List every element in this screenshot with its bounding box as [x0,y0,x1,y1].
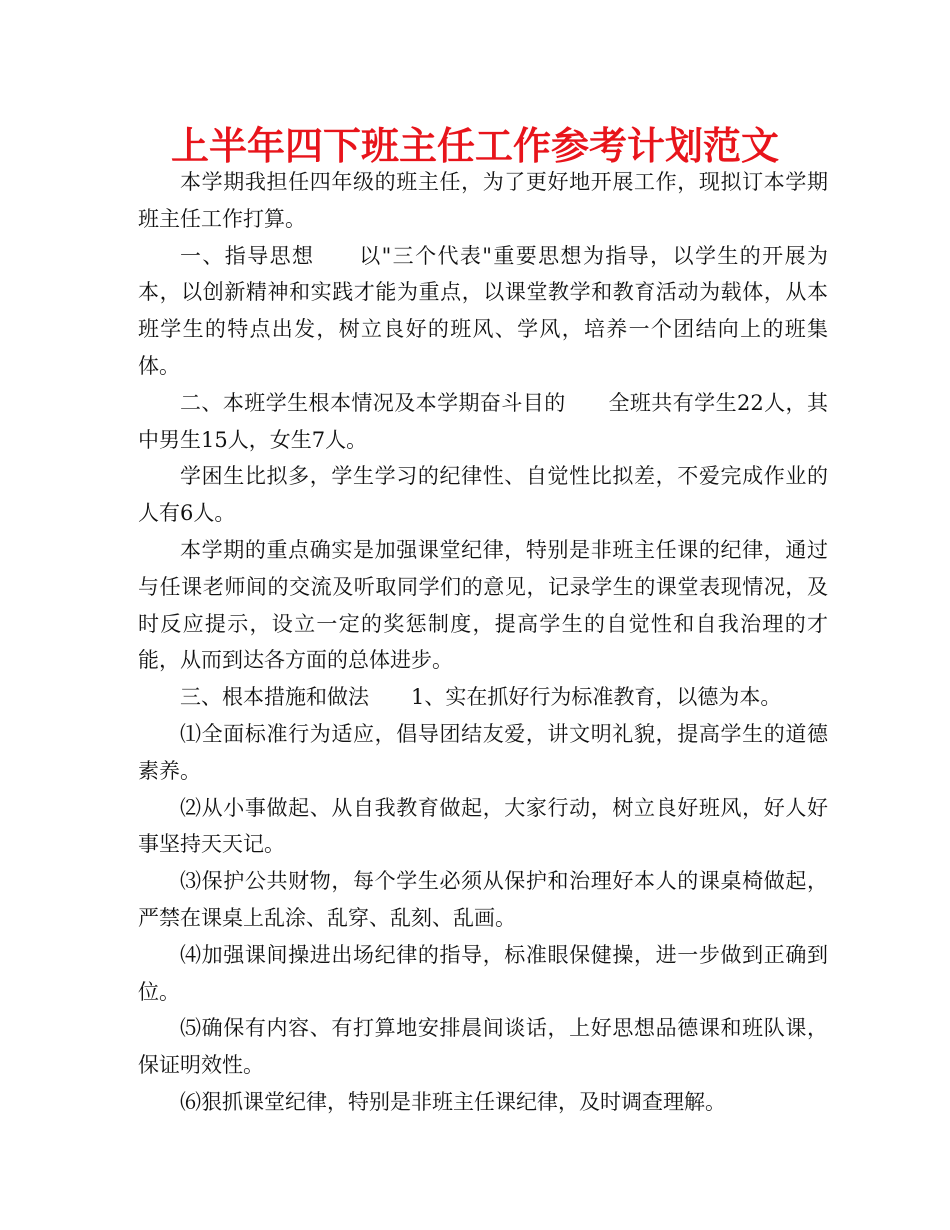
paragraph: ⑹狠抓课堂纪律，特别是非班主任课纪律，及时调查理解。 [180,1089,726,1114]
paragraph: ⑸确保有内容、有打算地安排晨间谈话，上好思想品德课和班队课，保证明效性。 [138,1016,828,1078]
paragraph: 本学期的重点确实是加强课堂纪律，特别是非班主任课的纪律，通过与任课老师间的交流及听取同学们的意见，记录学生的课堂表现情况，及时反应提示，设立一定的奖惩制度，提高学生的自觉性和自我治理的才能，从而到达各方面的总体进步。 [138,537,828,673]
paragraph: ⑷加强课间操进出场纪律的指导，标准眼保健操，进一步做到正确到位。 [138,942,828,1004]
paragraph: 三、根本措施和做法 1、实在抓好行为标准教育，以德为本。 [180,685,782,710]
paragraph: ⑶保护公共财物，每个学生必须从保护和治理好本人的课桌椅做起，严禁在课桌上乱涂、乱穿、乱刻、乱画。 [138,869,828,930]
paragraph: ⑴全面标准行为适应，倡导团结友爱，讲文明礼貌，提高学生的道德素养。 [138,721,828,783]
paragraph: 一、指导思想 以"三个代表"重要思想为指导，以学生的开展为本，以创新精神和实践才能为重点，以课堂教学和教育活动为载体，从本班学生的特点出发，树立良好的班风、学风，培养一个团结向上的班集体。 [138,243,828,378]
paragraph: 本学期我担任四年级的班主任，为了更好地开展工作，现拟订本学期班主任工作打算。 [138,170,828,231]
paragraph: 学困生比拟多，学生学习的纪律性、自觉性比拟差，不爱完成作业的人有6人。 [138,464,828,526]
paragraph: 二、本班学生根本情况及本学期奋斗目的 全班共有学生22人，其中男生15人，女生7人。 [138,390,828,452]
paragraph: ⑵从小事做起、从自我教育做起，大家行动，树立良好班风，好人好事坚持天天记。 [138,795,828,857]
document-title: 上半年四下班主任工作参考计划范文 [170,124,779,168]
document-body [138,164,828,1121]
